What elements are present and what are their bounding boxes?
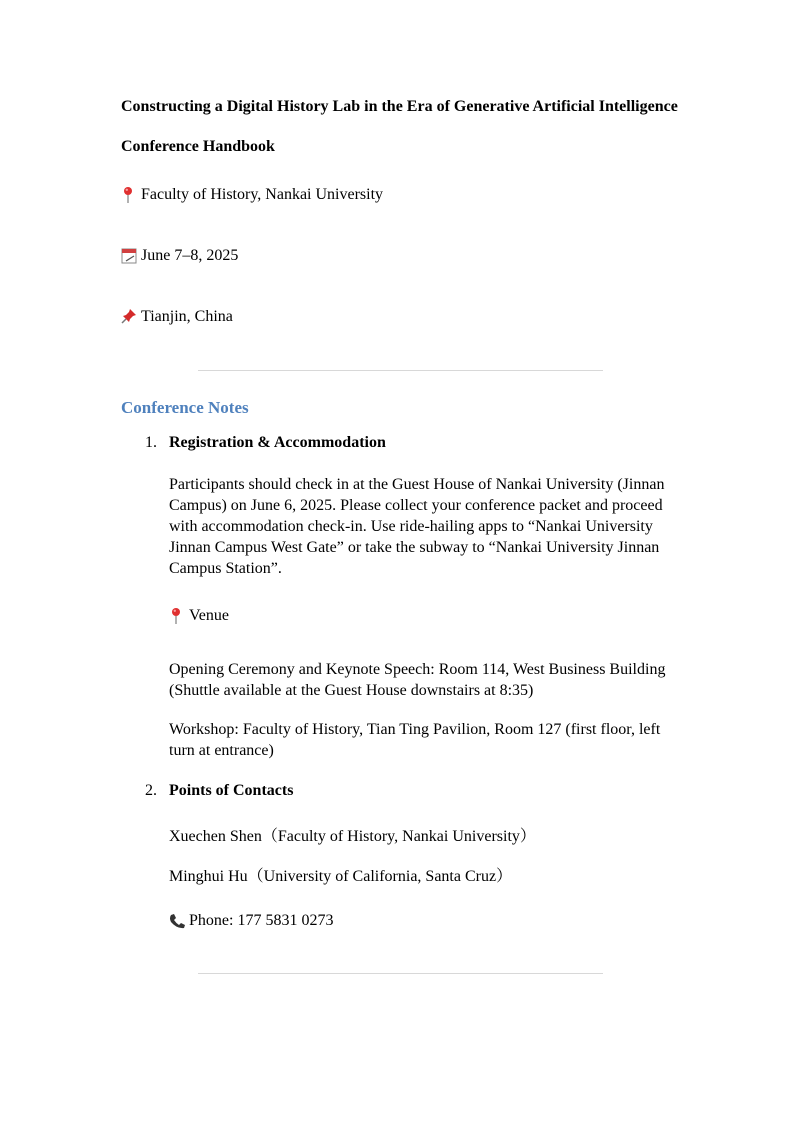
contact-line: Xuechen Shen（Faculty of History, Nankai University） xyxy=(169,828,536,845)
meta-host-text: Faculty of History, Nankai University xyxy=(141,186,384,203)
venue-label: Venue xyxy=(189,607,229,624)
meta-location-text: Tianjin, China xyxy=(141,308,233,325)
telephone-icon xyxy=(169,912,185,930)
list-number: 1. xyxy=(145,434,157,451)
meta-dates xyxy=(121,247,238,265)
item-heading-registration: Registration & Accommodation xyxy=(169,434,386,451)
round-pushpin-icon xyxy=(169,607,185,625)
contact-line: Minghui Hu（University of California, Santa Cruz） xyxy=(169,868,513,885)
section-divider xyxy=(198,370,603,371)
pushpin-icon xyxy=(121,308,137,326)
section-heading: Conference Notes xyxy=(121,398,249,417)
phone-line xyxy=(169,912,333,930)
venue-workshop: Workshop: Faculty of History, Tian Ting Pavilion, Room 127 (first floor, left turn at entrance) xyxy=(169,721,661,759)
venue-opening: Opening Ceremony and Keynote Speech: Room 114, West Business Building (Shuttle available at the Guest House downstairs at 8:35) xyxy=(169,661,666,699)
venue-label-line xyxy=(169,607,229,625)
list-number: 2. xyxy=(145,782,157,799)
document-title: Constructing a Digital History Lab in the Era of Generative Artificial Intelligence xyxy=(121,98,678,115)
round-pushpin-icon xyxy=(121,186,137,204)
section-divider xyxy=(198,973,603,974)
phone-number: Phone: 177 5831 0273 xyxy=(189,912,334,929)
document-subtitle: Conference Handbook xyxy=(121,138,275,155)
item-heading-contacts: Points of Contacts xyxy=(169,782,294,799)
calendar-icon xyxy=(121,247,137,265)
meta-dates-text: June 7–8, 2025 xyxy=(141,247,239,264)
meta-location xyxy=(121,308,233,326)
registration-paragraph: Participants should check in at the Guest House of Nankai University (Jinnan Campus) on June 6, 2025. Please collect your conference packet and proceed with accommodation check-in. Use ride-hailing apps to “Nankai University Jinnan Campus West Gate” or take the subway to “Nankai University Jinnan Campus Station”. xyxy=(169,476,665,577)
meta-host xyxy=(121,186,383,204)
